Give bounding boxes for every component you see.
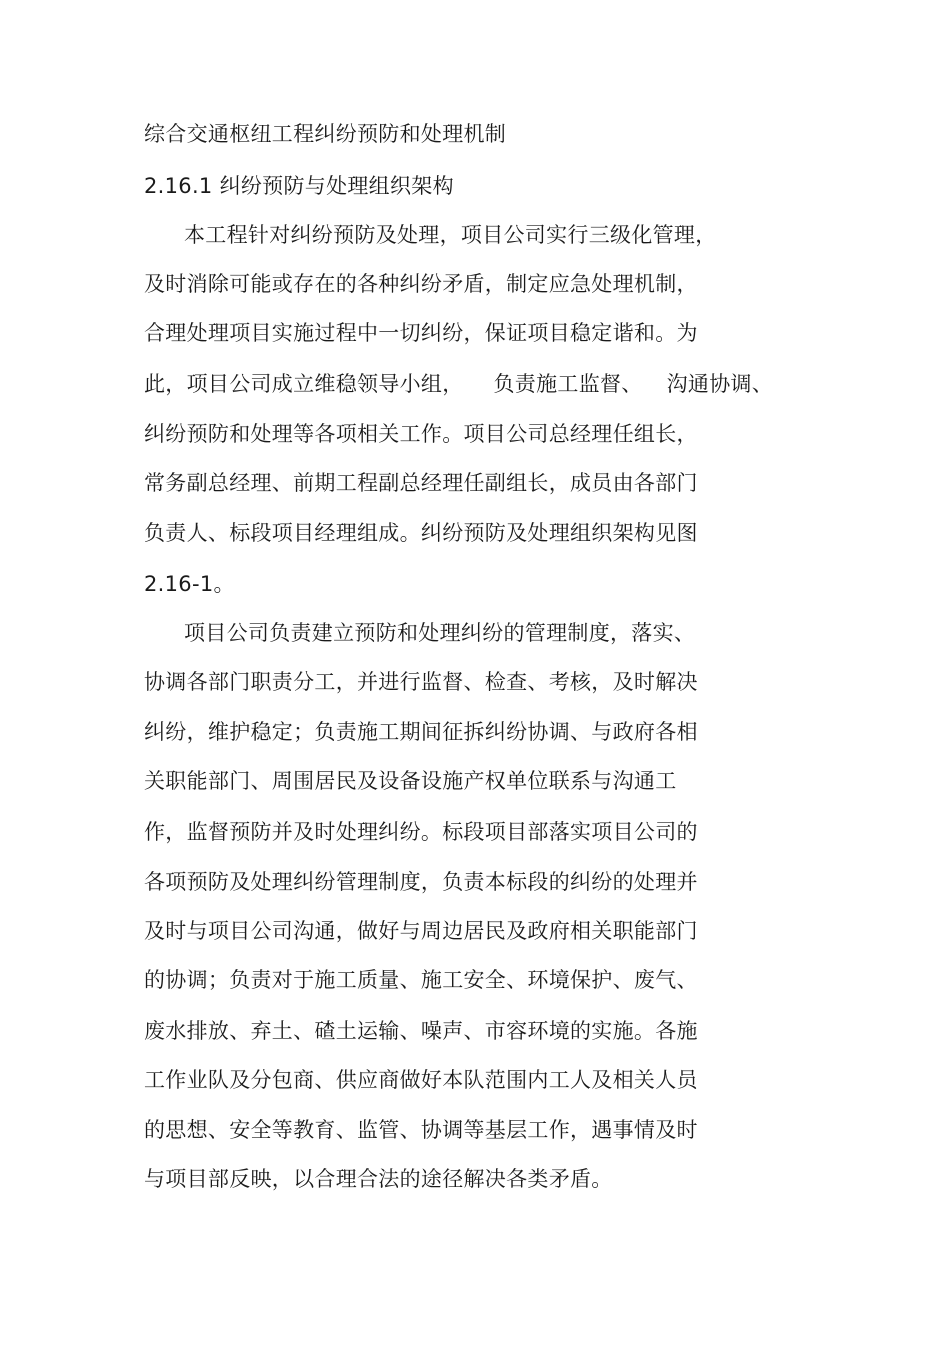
paragraph-line: 常务副总经理、前期工程副总经理任副组长，成员由各部门 (144, 471, 698, 495)
paragraph-segment: 沟通协调、 (666, 372, 774, 396)
paragraph-segment: 此，项目公司成立维稳领导小组， (144, 372, 464, 396)
paragraph-line: 项目公司负责建立预防和处理纠纷的管理制度，落实、 (184, 621, 696, 645)
paragraph-line: 作，监督预防并及时处理纠纷。标段项目部落实项目公司的 (144, 820, 698, 844)
paragraph-line: 与项目部反映，以合理合法的途径解决各类矛盾。 (144, 1167, 613, 1191)
paragraph-line: 及时与项目公司沟通，做好与周边居民及政府相关职能部门 (144, 919, 698, 943)
paragraph-segment: 负责施工监督、 (493, 372, 643, 396)
paragraph-line: 关职能部门、周围居民及设备设施产权单位联系与沟通工 (144, 769, 677, 793)
paragraph-line: 负责人、标段项目经理组成。纠纷预防及处理组织架构见图 (144, 521, 698, 545)
paragraph-line: 纠纷预防和处理等各项相关工作。项目公司总经理任组长， (144, 422, 698, 446)
paragraph-line: 工作业队及分包商、供应商做好本队范围内工人及相关人员 (144, 1068, 698, 1092)
paragraph-line: 2.16-1。 (144, 572, 235, 596)
section-heading: 2.16.1 纠纷预防与处理组织架构 (144, 174, 454, 198)
paragraph-line: 的协调；负责对于施工质量、施工安全、环境保护、废气、 (144, 968, 698, 992)
paragraph-line: 废水排放、弃土、碴土运输、噪声、市容环境的实施。各施 (144, 1019, 698, 1043)
paragraph-line: 的思想、安全等教育、监管、协调等基层工作，遇事情及时 (144, 1118, 698, 1142)
paragraph-line: 合理处理项目实施过程中一切纠纷，保证项目稳定谐和。为 (144, 321, 698, 345)
paragraph-line: 纠纷，维护稳定；负责施工期间征拆纠纷协调、与政府各相 (144, 720, 698, 744)
paragraph-line: 协调各部门职责分工，并进行监督、检查、考核，及时解决 (144, 670, 698, 694)
paragraph-line: 各项预防及处理纠纷管理制度，负责本标段的纠纷的处理并 (144, 870, 698, 894)
document-title: 综合交通枢纽工程纠纷预防和处理机制 (144, 122, 507, 146)
paragraph-line (144, 370, 773, 398)
paragraph-line: 及时消除可能或存在的各种纠纷矛盾，制定应急处理机制， (144, 272, 698, 296)
paragraph-line: 本工程针对纠纷预防及处理，项目公司实行三级化管理， (184, 223, 717, 247)
